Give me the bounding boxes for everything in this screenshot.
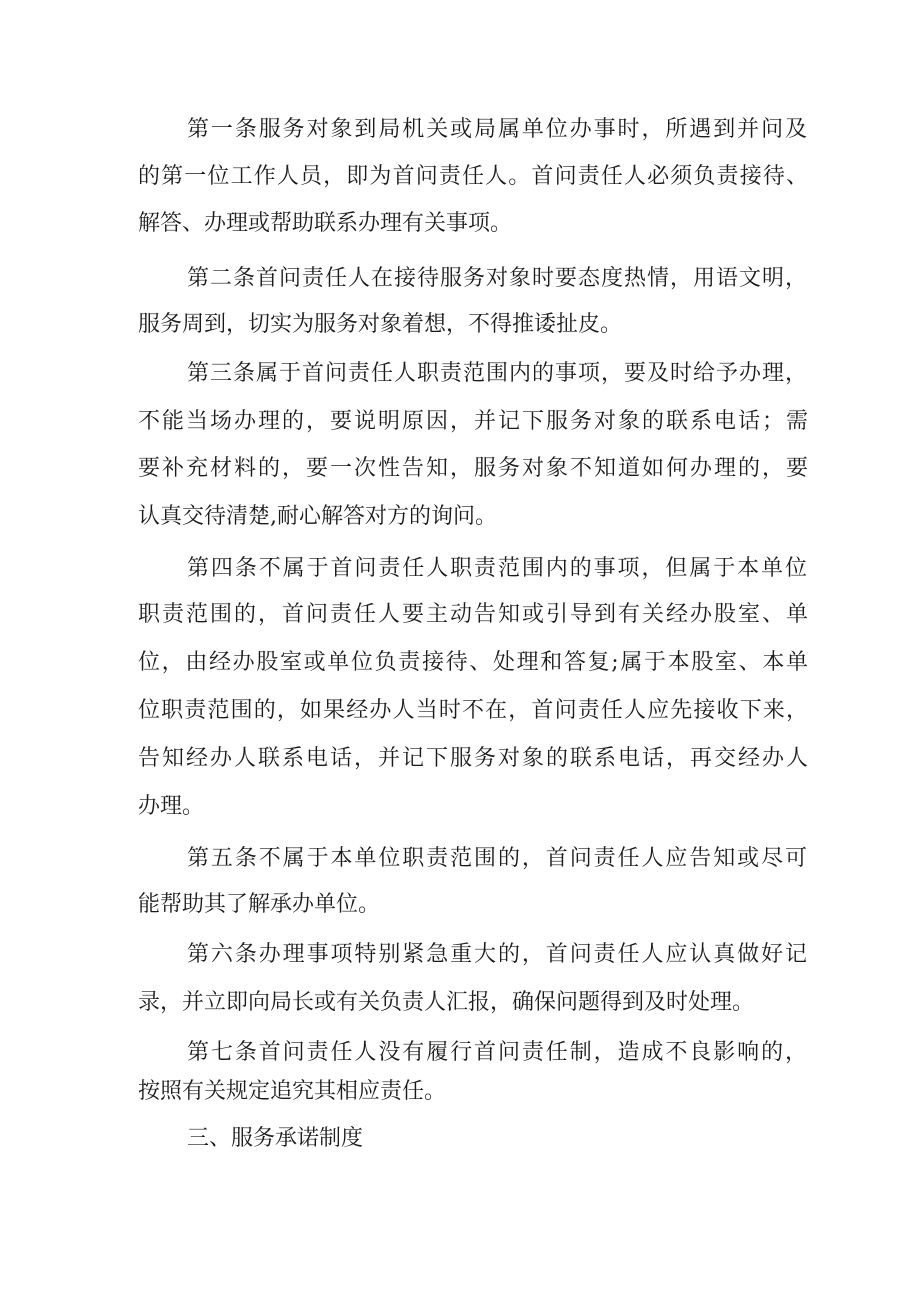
article-4-line-2: 职责范围的，首问责任人要主动告知或引导到有关经办股室、单: [138, 602, 808, 627]
article-5-line-2: 能帮助其了解承办单位。: [138, 892, 381, 917]
article-3-line-4: 认真交待清楚,耐心解答对方的询问。: [138, 504, 497, 529]
article-5-line-1: 第五条不属于本单位职责范围的，首问责任人应告知或尽可: [187, 846, 807, 871]
article-4-line-5: 告知经办人联系电话，并记下服务对象的联系电话，再交经办人: [138, 746, 808, 771]
article-4-line-4: 位职责范围的，如果经办人当时不在，首问责任人应先接收下来，: [138, 698, 808, 723]
article-4-line-6: 办理。: [138, 794, 205, 819]
article-1-line-2: 的第一位工作人员，即为首问责任人。首问责任人必须负责接待、: [138, 164, 808, 189]
article-7-line-2: 按照有关规定追究其相应责任。: [138, 1079, 447, 1104]
article-6-line-2: 录，并立即向局长或有关负责人汇报，确保问题得到及时处理。: [138, 990, 755, 1015]
article-4-line-3: 位，由经办股室或单位负责接待、处理和答复;属于本股室、本单: [138, 650, 808, 675]
article-3-line-2: 不能当场办理的，要说明原因，并记下服务对象的联系电话；需: [138, 409, 808, 434]
article-4-line-1: 第四条不属于首问责任人职责范围内的事项，但属于本单位: [187, 556, 807, 581]
section-heading: 三、服务承诺制度: [187, 1126, 364, 1151]
article-3-line-3: 要补充材料的，要一次性告知，服务对象不知道如何办理的，要: [138, 456, 808, 481]
article-7-line-1: 第七条首问责任人没有履行首问责任制，造成不良影响的，: [187, 1040, 807, 1065]
article-1-line-1: 第一条服务对象到局机关或局属单位办事时，所遇到并问及: [187, 117, 807, 142]
article-6-line-1: 第六条办理事项特别紧急重大的，首问责任人应认真做好记: [187, 942, 807, 967]
article-3-line-1: 第三条属于首问责任人职责范围内的事项，要及时给予办理，: [187, 361, 807, 386]
article-1-line-3: 解答、办理或帮助联系办理有关事项。: [138, 211, 513, 236]
article-2-line-2: 服务周到，切实为服务对象着想，不得推诿扯皮。: [138, 312, 623, 337]
article-2-line-1: 第二条首问责任人在接待服务对象时要态度热情，用语文明，: [187, 266, 807, 291]
